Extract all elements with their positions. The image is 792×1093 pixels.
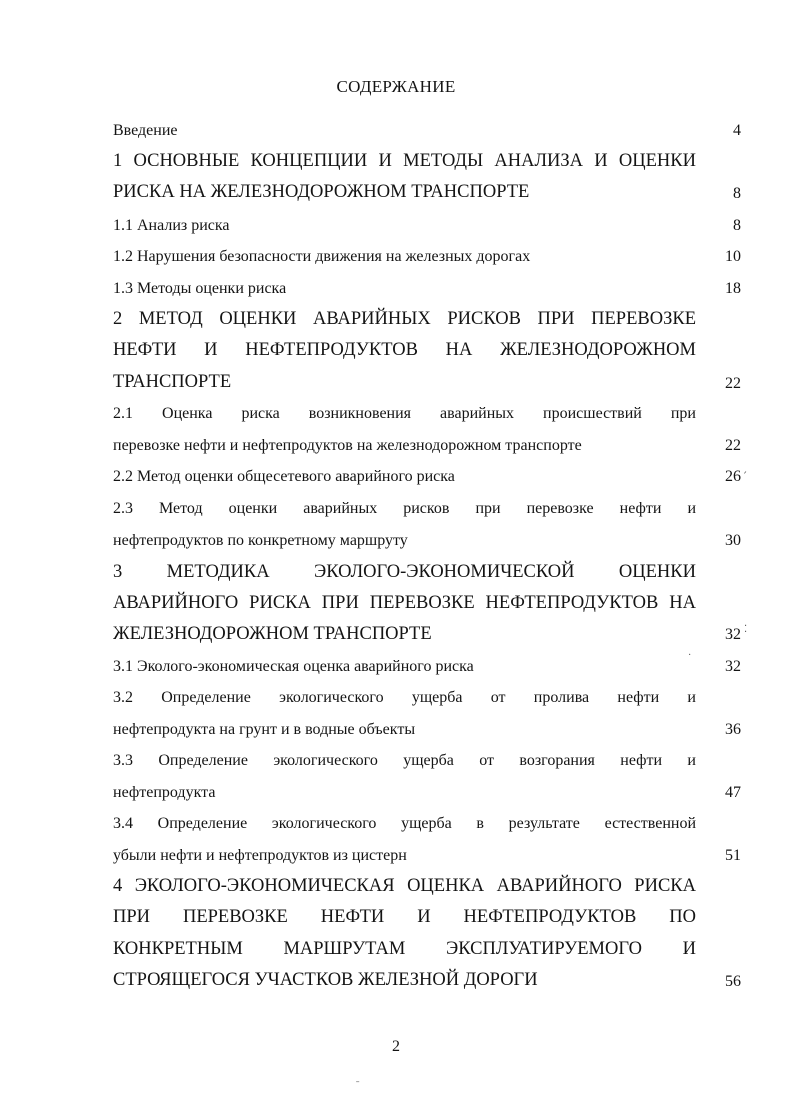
toc-chapter-2-line-3: ТРАНСПОРТЕ [113, 372, 232, 392]
toc-page-ch1: 8 [733, 185, 741, 202]
toc-chapter-3-line-2: АВАРИЙНОГО РИСКА ПРИ ПЕРЕВОЗКЕ НЕФТЕПРОДУКТОВ НА [113, 593, 696, 613]
toc-page-ch4: 56 [725, 973, 741, 990]
toc-entry-1-2: 1.2 Нарушения безопасности движения на железных дорогах [113, 248, 531, 265]
toc-chapter-2-line-2: НЕФТИ И НЕФТЕПРОДУКТОВ НА ЖЕЛЕЗНОДОРОЖНОМ [113, 340, 696, 360]
scan-speck: · [688, 650, 692, 661]
toc-chapter-4-line-3: КОНКРЕТНЫМ МАРШРУТАМ ЭКСПЛУАТИРУЕМОГО И [113, 939, 696, 959]
toc-entry-3-4-line-2: убыли нефти и нефтепродуктов из цистерн [113, 847, 407, 864]
toc-title: СОДЕРЖАНИЕ [336, 77, 456, 96]
toc-entry-3-2-line-1: 3.2 Определение экологического ущерба от пролива нефти и [113, 689, 696, 706]
scan-speck: ՛ [744, 472, 747, 483]
toc-entry-3-3-line-2: нефтепродукта [113, 784, 216, 801]
toc-entry-3-3-line-1: 3.3 Определение экологического ущерба от возгорания нефти и [113, 752, 696, 769]
toc-chapter-1-line-2: РИСКА НА ЖЕЛЕЗНОДОРОЖНОМ ТРАНСПОРТЕ [113, 182, 530, 202]
toc-chapter-4-line-4: СТРОЯЩЕГОСЯ УЧАСТКОВ ЖЕЛЕЗНОЙ ДОРОГИ [113, 970, 538, 990]
toc-page-1-3: 18 [725, 280, 741, 297]
scan-speck: ˉ [356, 1080, 360, 1091]
toc-entry-1-3: 1.3 Методы оценки риска [113, 280, 287, 297]
toc-page-1-2: 10 [725, 248, 741, 265]
toc-entry-2-3-line-1: 2.3 Метод оценки аварийных рисков при перевозке нефти и [113, 500, 696, 517]
toc-entry-intro: Введение [113, 122, 178, 139]
toc-chapter-3-line-1: 3 МЕТОДИКА ЭКОЛОГО-ЭКОНОМИЧЕСКОЙ ОЦЕНКИ [113, 562, 696, 582]
toc-page-3-2: 36 [725, 721, 741, 738]
scan-speck: ⁚ [744, 624, 748, 635]
toc-page-ch2: 22 [725, 375, 741, 392]
toc-page-1-1: 8 [733, 217, 741, 234]
toc-page-3-3: 47 [725, 784, 741, 801]
toc-page-3-4: 51 [725, 847, 741, 864]
toc-chapter-4-line-2: ПРИ ПЕРЕВОЗКЕ НЕФТИ И НЕФТЕПРОДУКТОВ ПО [113, 907, 696, 927]
toc-page-3-1: 32 [725, 658, 741, 675]
page-number: 2 [392, 1038, 400, 1055]
toc-entry-3-1: 3.1 Эколого-экономическая оценка аварийного риска [113, 658, 474, 675]
toc-entry-2-1-line-2: перевозке нефти и нефтепродуктов на железнодорожном транспорте [113, 437, 582, 454]
toc-chapter-2-line-1: 2 МЕТОД ОЦЕНКИ АВАРИЙНЫХ РИСКОВ ПРИ ПЕРЕВОЗКЕ [113, 309, 696, 329]
toc-entry-1-1: 1.1 Анализ риска [113, 217, 230, 234]
toc-entry-2-1-line-1: 2.1 Оценка риска возникновения аварийных происшествий при [113, 405, 696, 422]
toc-entry-2-2: 2.2 Метод оценки общесетевого аварийного риска [113, 468, 455, 485]
toc-entry-3-4-line-1: 3.4 Определение экологического ущерба в результате естественной [113, 815, 696, 832]
toc-chapter-1-line-1: 1 ОСНОВНЫЕ КОНЦЕПЦИИ И МЕТОДЫ АНАЛИЗА И ОЦЕНКИ [113, 151, 696, 171]
toc-page-2-2: 26 [725, 468, 741, 485]
toc-page-intro: 4 [733, 122, 741, 139]
toc-chapter-4-line-1: 4 ЭКОЛОГО-ЭКОНОМИЧЕСКАЯ ОЦЕНКА АВАРИЙНОГО РИСКА [113, 876, 696, 896]
toc-page-2-1: 22 [725, 437, 741, 454]
toc-entry-2-3-line-2: нефтепродуктов по конкретному маршруту [113, 532, 408, 549]
toc-page-ch3: 32 [725, 626, 741, 643]
toc-entry-3-2-line-2: нефтепродукта на грунт и в водные объекты [113, 721, 416, 738]
toc-chapter-3-line-3: ЖЕЛЕЗНОДОРОЖНОМ ТРАНСПОРТЕ [113, 624, 432, 644]
toc-page-2-3: 30 [725, 532, 741, 549]
